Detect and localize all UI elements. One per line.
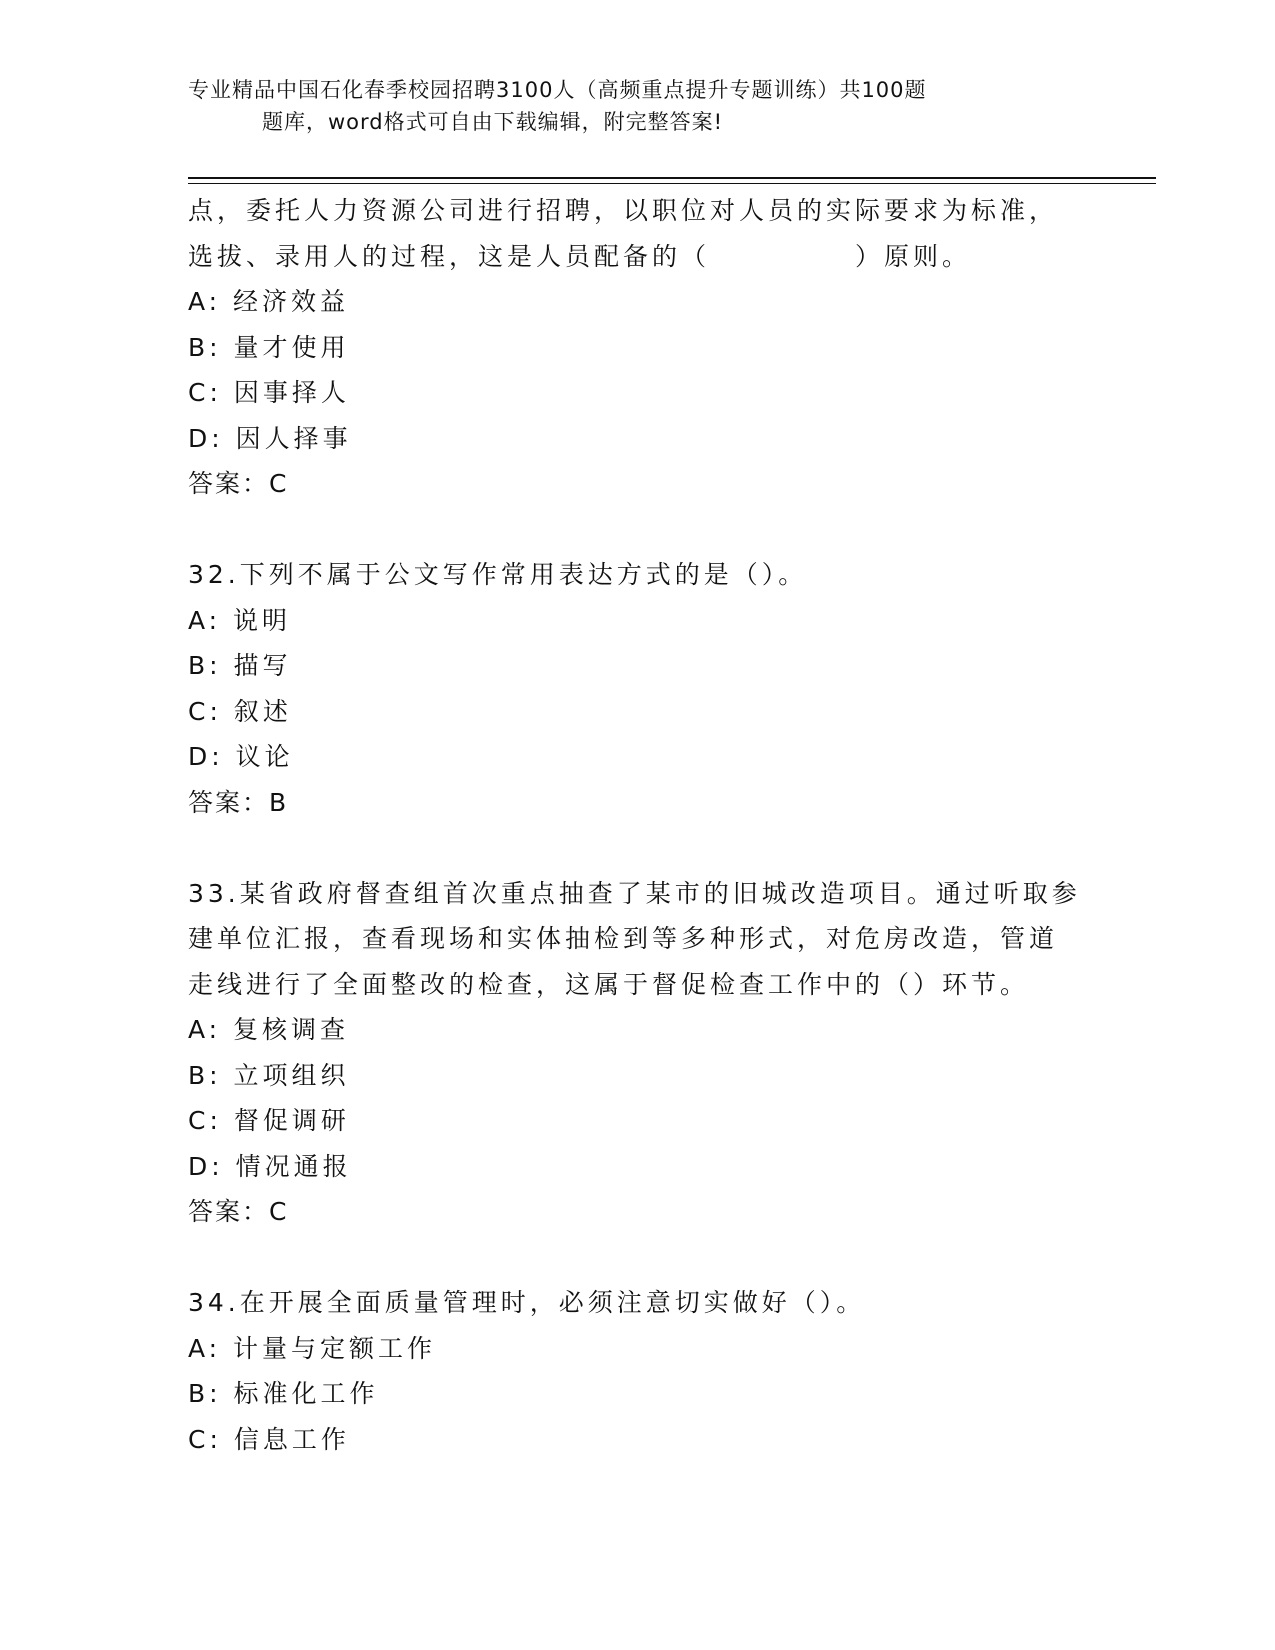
header-divider-thin [188,183,1156,184]
answer: 答案：C [188,1197,289,1226]
answer: 答案：C [188,469,289,498]
question-stem-line: 33.某省政府督查组首次重点抽查了某市的旧城改造项目。通过听取参 [188,878,1081,908]
question-32 [188,552,1088,825]
option-d: D: 因人择事 [188,423,352,453]
question-list [188,188,1088,1462]
option-c: C: 督促调研 [188,1106,350,1135]
option-c: C: 因事择人 [188,378,350,407]
question-stem-line: 走线进行了全面整改的检查，这属于督促检查工作中的（）环节。 [188,969,1030,999]
spacer [188,825,1088,871]
spacer [188,507,1088,553]
spacer [188,1235,1088,1281]
option-c: C: 信息工作 [188,1424,350,1454]
question-stem-line: 34.在开展全面质量管理时，必须注意切实做好（）。 [188,1288,866,1317]
option-a: A: 经济效益 [188,287,350,316]
question-34 [188,1280,1088,1462]
question-33 [188,871,1088,1235]
header-divider-thick [188,177,1156,179]
question-stem-line: 32.下列不属于公文写作常用表达方式的是（）。 [188,560,808,589]
option-b: B: 量才使用 [188,332,350,362]
option-c: C: 叙述 [188,696,292,726]
option-b: B: 描写 [188,651,292,680]
option-b: B: 标准化工作 [188,1379,379,1408]
answer: 答案：B [188,787,289,817]
question-31 [188,188,1088,507]
option-d: D: 情况通报 [188,1151,352,1181]
document-header [188,74,1088,138]
question-stem-line: 选拔、录用人的过程，这是人员配备的（ ）原则。 [188,241,972,271]
option-a: A: 计量与定额工作 [188,1333,437,1363]
option-b: B: 立项组织 [188,1060,350,1090]
option-a: A: 复核调查 [188,1015,350,1044]
option-a: A: 说明 [188,605,292,635]
header-line-2: 题库，word格式可自由下载编辑，附完整答案! [262,110,724,134]
question-stem-line: 点，委托人力资源公司进行招聘，以职位对人员的实际要求为标准， [188,196,1059,225]
question-stem-line: 建单位汇报，查看现场和实体抽检到等多种形式，对危房改造，管道 [188,924,1059,953]
header-line-1: 专业精品中国石化春季校园招聘3100人（高频重点提升专题训练）共100题 [188,78,927,102]
option-d: D: 议论 [188,742,294,771]
